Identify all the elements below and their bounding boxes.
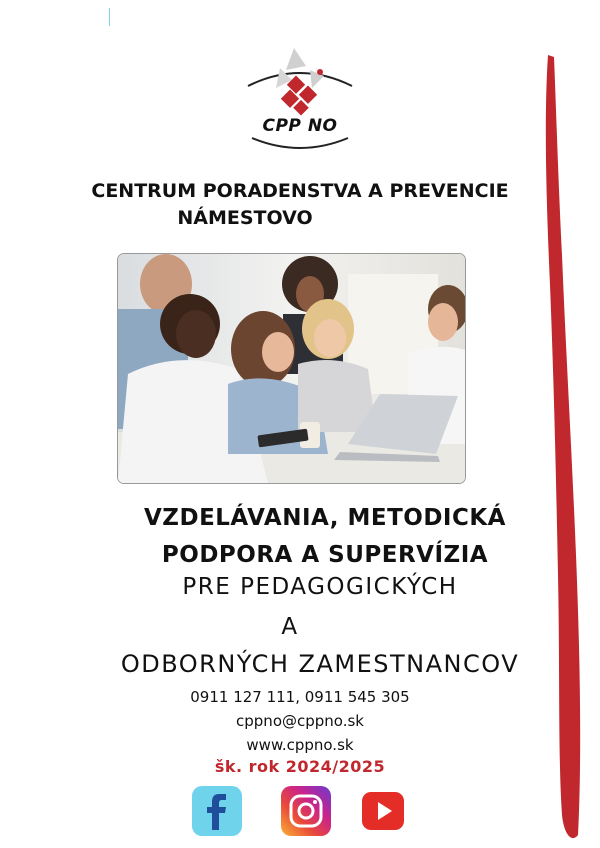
decorative-tick <box>109 8 110 26</box>
email-link[interactable]: cppno@cppno.sk <box>236 712 364 730</box>
headline <box>95 500 555 574</box>
facebook-icon <box>192 786 242 836</box>
organization-line-1: CENTRUM PORADENSTVA A PREVENCIE <box>91 180 509 202</box>
youtube-icon <box>358 786 408 836</box>
school-year: šk. rok 2024/2025 <box>214 757 386 776</box>
cpp-no-logo <box>240 40 360 158</box>
logo-text: CPP NO <box>262 116 338 136</box>
youtube-button[interactable] <box>358 786 408 836</box>
team-meeting-photo <box>117 253 466 484</box>
headline-line-1: VZDELÁVANIA, METODICKÁ <box>144 505 506 531</box>
facebook-button[interactable] <box>192 786 242 836</box>
instagram-icon <box>281 786 331 836</box>
website-link[interactable]: www.cppno.sk <box>246 736 354 754</box>
instagram-button[interactable] <box>281 786 331 836</box>
audience-line-3: ODBORNÝCH ZAMESTNANCOV <box>120 650 520 678</box>
phone-numbers: 0911 127 111, 0911 545 305 <box>190 688 410 706</box>
organization-line-2: NÁMESTOVO <box>177 207 313 229</box>
headline-line-2: PODPORA A SUPERVÍZIA <box>161 542 489 568</box>
audience-line-1: PRE PEDAGOGICKÝCH <box>182 574 458 600</box>
logo-emblem <box>240 40 360 158</box>
organization-name <box>0 178 600 232</box>
audience-line-2: A <box>281 614 299 640</box>
